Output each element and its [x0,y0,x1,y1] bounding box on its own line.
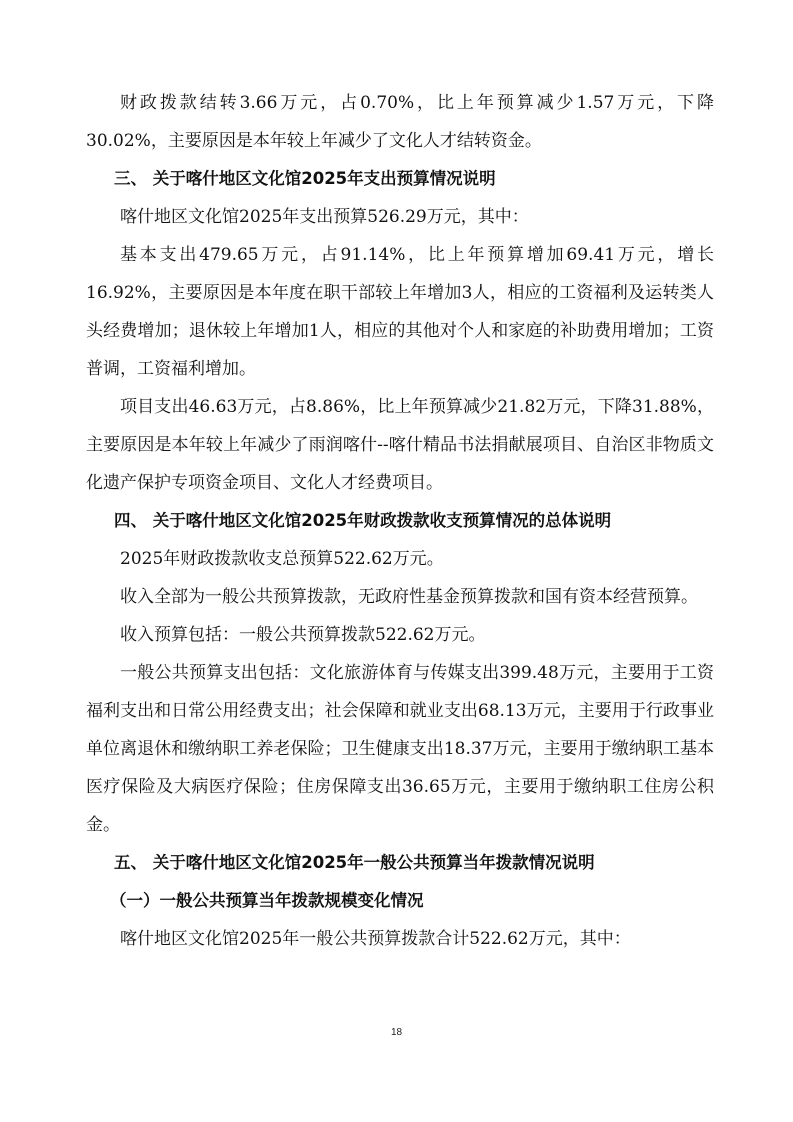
paragraph-fiscal-total: 2025年财政拨款收支总预算522.62万元。 [120,549,444,569]
paragraph-fiscal-carryover: 财政拨款结转3.66万元，占0.70%，比上年预算减少1.57万元，下降30.02%，主要原因是本年较上年减少了文化人才结转资金。 [86,93,714,151]
paragraph-income-budget: 收入预算包括：一般公共预算拨款522.62万元。 [120,625,486,645]
paragraph-expenditure-total: 喀什地区文化馆2025年支出预算526.29万元，其中： [120,207,529,227]
subsection-heading-5-1: （一）一般公共预算当年拨款规模变化情况 [110,891,424,910]
section-heading-4: 四、 关于喀什地区文化馆2025年财政拨款收支预算情况的总体说明 [114,511,612,530]
paragraph-public-expenditure: 一般公共预算支出包括：文化旅游体育与传媒支出399.48万元，主要用于工资福利支出和日常公用经费支出；社会保障和就业支出68.13万元，主要用于行政事业单位离退休和缴纳职工养老保险；卫生健康支出18.37万元，主要用于缴纳职工基本医疗保险及大病医疗保险；住房保障支出36.65万元，主要用于缴纳职工住房公积金。 [86,663,714,835]
section-heading-5: 五、 关于喀什地区文化馆2025年一般公共预算当年拨款情况说明 [114,853,595,872]
paragraph-project-expenditure: 项目支出46.63万元，占8.86%，比上年预算减少21.82万元，下降31.88%，主要原因是本年较上年减少了雨润喀什--喀什精品书法捐献展项目、自治区非物质文化遗产保护专项资金项目、文化人才经费项目。 [86,397,714,493]
paragraph-public-appropriation: 喀什地区文化馆2025年一般公共预算拨款合计522.62万元，其中： [120,929,631,949]
page-number: 18 [390,1027,403,1038]
paragraph-basic-expenditure: 基本支出479.65万元，占91.14%，比上年预算增加69.41万元，增长16.92%，主要原因是本年度在职干部较上年增加3人，相应的工资福利及运转类人头经费增加；退休较上年增加1人，相应的其他对个人和家庭的补助费用增加；工资普调，工资福利增加。 [86,245,714,379]
document-body [86,84,714,958]
section-heading-3: 三、 关于喀什地区文化馆2025年支出预算情况说明 [114,169,496,188]
paragraph-income-composition: 收入全部为一般公共预算拨款，无政府性基金预算拨款和国有资本经营预算。 [120,587,698,607]
